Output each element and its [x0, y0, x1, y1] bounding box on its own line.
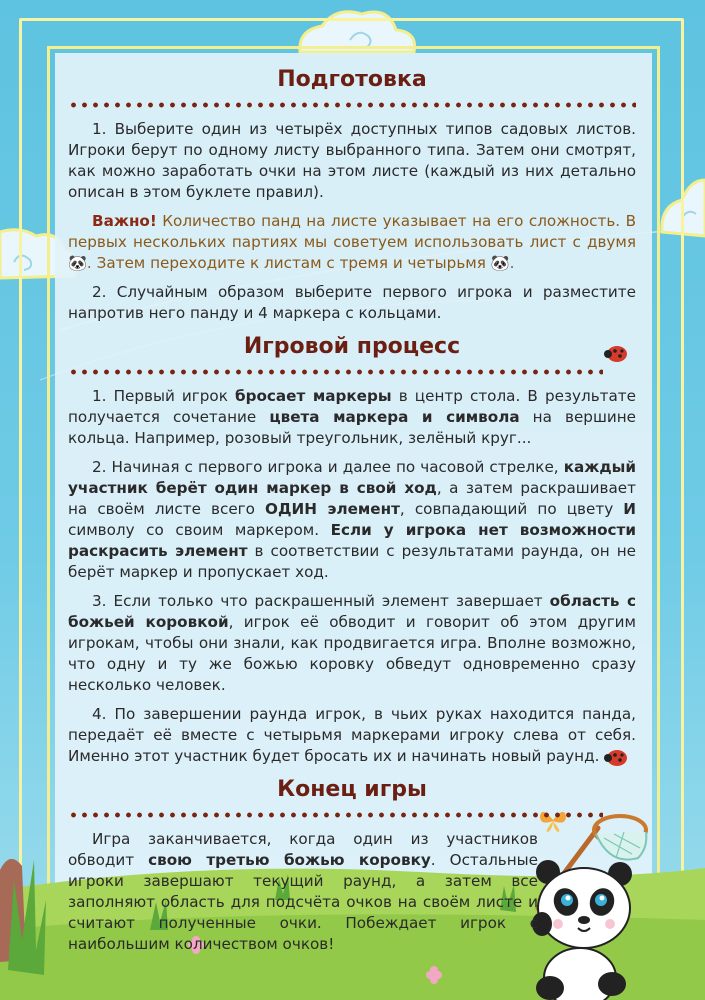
section-title-process: Игровой процесс: [243, 334, 461, 359]
dotted-divider: [68, 811, 603, 819]
important-text-2: . Затем переходите к листам с тремя и четырьмя: [86, 254, 491, 272]
important-text: Количество панд на листе указывает на его сложность. В первых нескольких партиях мы советуем использовать лист с двумя: [68, 212, 636, 251]
rules-content: [68, 65, 636, 963]
process-paragraph-3: 3. Если только что раскрашенный элемент завершает область с божьей коровкой, игрок её обводит и говорит об этом другим игрокам, чтобы они знали, как продвигается игра. Вполне возможно, что одну и ту же божью коровку обведут одновременно сразу несколько человек.: [68, 592, 637, 694]
process-paragraph-2: 2. Начиная с первого игрока и далее по часовой стрелке, каждый участник берёт один маркер в свой ход, а затем раскрашивает на своём листе всего ОДИН элемент, совпадающий по цвету И символу со своим маркером. Если у игрока нет возможности раскрасить элемент в соответствии с результатами раунда, он не берёт маркер и пропускает ход.: [68, 458, 637, 581]
prep-paragraph-2: 2. Случайным образом выберите первого игрока и разместите напротив него панду и 4 маркера с кольцами.: [68, 283, 636, 322]
prep-paragraph-1: 1. Выберите один из четырёх доступных типов садовых листов. Игроки берут по одному листу выбранного типа. Затем они смотрят, как можно заработать очки на этом листе (каждый из них детально описан в этом буклете правил).: [68, 120, 636, 201]
process-paragraph-4: 4. По завершении раунда игрок, в чьих руках находится панда, передаёт её вместе с четырьмя маркерами игроку слева от себя. Именно этот участник будет бросать их и начинать новый раунд.: [68, 705, 636, 765]
section-title-end: Конец игры: [277, 777, 427, 802]
dotted-divider: [68, 101, 636, 109]
panda-icon: 🐼: [68, 254, 87, 272]
important-label: Важно!: [92, 212, 157, 230]
process-paragraph-1: 1. Первый игрок бросает маркеры в центр стола. В результате получается сочетание цвета маркера и символа на вершине кольца. Например, розовый треугольник, зелёный круг...: [68, 387, 636, 447]
end-paragraph: Игра заканчивается, когда один из участников обводит свою третью божью коровку. Остальные игроки завершают текущий раунд, а затем все заполняют область для подсчёта очков на своём листе и считают полученные очки. Побеждает игрок с наибольшим количеством очков!: [68, 830, 538, 953]
section-title-prep: Подготовка: [277, 67, 427, 92]
prep-important: Важно! Количество панд на листе указывает на его сложность. В первых нескольких партиях мы советуем использовать лист с двумя 🐼. Затем переходите к листам с тремя и четырьмя 🐼.: [68, 212, 636, 272]
dotted-divider: [68, 368, 603, 376]
panda-icon: 🐼: [490, 254, 510, 272]
